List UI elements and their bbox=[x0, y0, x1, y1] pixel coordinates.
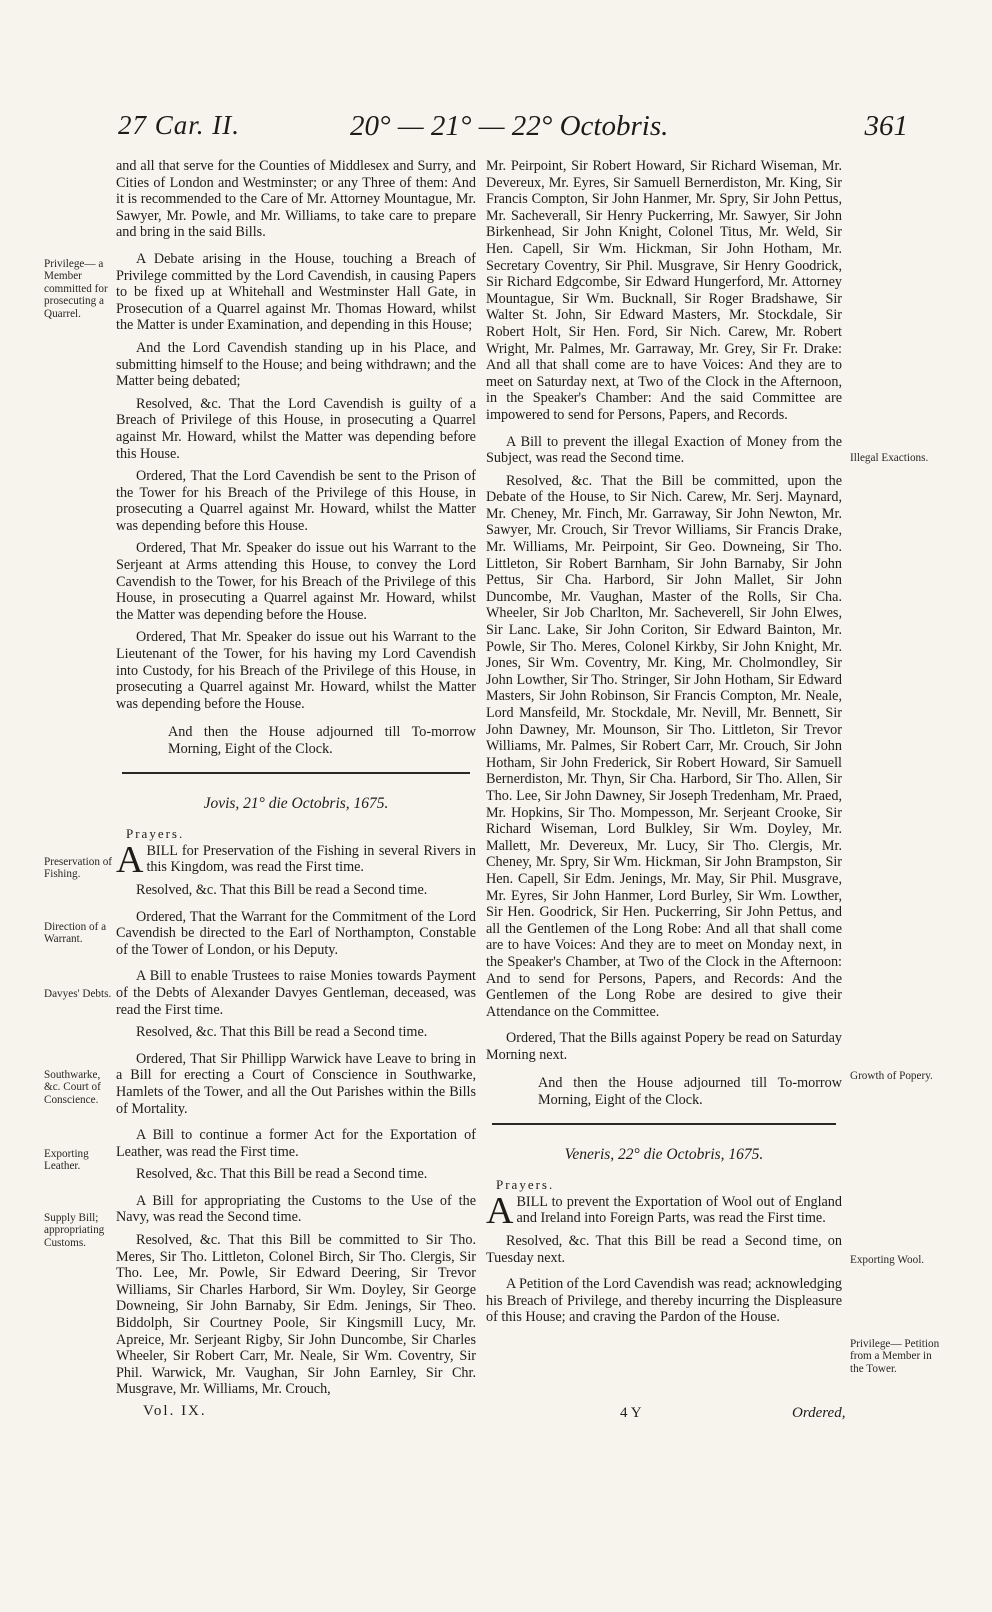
margin-note-exporting-wool: Exporting Wool. bbox=[850, 1254, 925, 1266]
leather-resolved-paragraph: Resolved, &c. That this Bill be read a Second time. bbox=[136, 1166, 428, 1183]
margin-note-privilege-prosecuting: Privilege— a Member committed for prosecuting a Quarrel. bbox=[44, 258, 108, 320]
davyes-bill-paragraph: A Bill to enable Trustees to raise Monies towards Payment of the Debts of Alexander Davyes Gentleman, deceased, was read the First time. bbox=[116, 968, 476, 1018]
committee-continued-paragraph: Mr. Peirpoint, Sir Robert Howard, Sir Richard Wiseman, Mr. Devereux, Mr. Eyres, Sir Samuell Bernerdiston, Mr. King, Sir Francis Compton, Sir John Hanmer, Mr. Spry, Sir John Pettus, Mr. Sacheverall, Sir Henry Puckerring, Mr. Sawyer, Sir John Birkenhead, Sir John Knight, Colonel Titus, Mr. Weld, Sir Hen. Capell, Sir Wm. Hickman, Sir John Hotham, Mr. Secretary Coventry, Sir Phil. Musgrave, Sir Henry Goodrick, Sir Richard Edgcombe, Sir Edward Hungerford, Mr. Attorney Mountague, Sir Wm. Bucknall, Sir Roger Bradshawe, Sir Walter St. John, Sir Edward Masters, Mr. Stockdale, Sir Robert Holt, Sir Hen. Ford, Sir Nich. Carew, Mr. Robert Wright, Mr. Palmes, Mr. Garraway, Mr. Grey, Sir Fr. Drake: And all that shall come are to have Voices: And they are to meet on Saturday next, at Two of the Clock in the Afternoon, in the Speaker's Chamber: And the said Committee are impowered to send for Persons, Papers, and Records. bbox=[486, 158, 842, 423]
customs-bill-paragraph: A Bill for appropriating the Customs to the Use of the Navy, was read the Second time. bbox=[116, 1192, 476, 1226]
customs-resolved-paragraph: Resolved, &c. That this Bill be committed to Sir Tho. Meres, Sir Tho. Littleton, Colonel Birch, Sir Tho. Clergis, Sir Tho. Lee, Mr. Powle, Sir Edward Deering, Sir Trevor Williams, Sir Charles Harbord, Sir Wm. Doyley, Sir George Downeing, Sir John Barnaby, Sir Edm. Jenings, Sir Theo. Biddolph, Sir Courtney Poole, Sir Kingsmill Lucy, Mr. Apreice, Mr. Serjeant Rigby, Sir John Duncombe, Sir Charles Wheeler, Sir Robert Carr, Mr. Neale, Sir Wm. Coventry, Sir Phil. Warwick, Mr. Vaughan, Sir John Earnley, Sir Chr. Musgrave, Mr. Williams, Mr. Crouch, bbox=[116, 1232, 476, 1398]
warrant-order-paragraph: Ordered, That the Warrant for the Commitment of the Lord Cavendish be directed to the Earl of Northampton, Constable of the Tower of London, or his Deputy. bbox=[116, 908, 476, 958]
catchword: Ordered, bbox=[792, 1405, 846, 1421]
popery-order-paragraph: Ordered, That the Bills against Popery be read on Saturday Morning next. bbox=[486, 1030, 842, 1063]
section-divider bbox=[122, 772, 470, 774]
fishing-bill-text: BILL for Preservation of the Fishing in several Rivers in this Kingdom, was read the First time. bbox=[146, 842, 476, 876]
section-divider-right bbox=[492, 1123, 836, 1125]
margin-note-direction-warrant: Direction of a Warrant. bbox=[44, 921, 107, 946]
left-column bbox=[116, 158, 476, 1404]
wool-bill-text: BILL to prevent the Exportation of Wool out of England and Ireland into Foreign Parts, was read the First time. bbox=[516, 1193, 842, 1227]
fishing-resolved-paragraph: Resolved, &c. That this Bill be read a Second time. bbox=[136, 881, 428, 898]
exaction-bill-paragraph: A Bill to prevent the illegal Exaction of Money from the Subject, was read the Second time. bbox=[486, 433, 842, 467]
standing-paragraph: And the Lord Cavendish standing up in his Place, and submitting himself to the House; and being withdrawn; and the Matter being debated; bbox=[116, 339, 476, 390]
drop-cap-right: A bbox=[486, 1189, 514, 1232]
margin-note-exporting-leather: Exporting Leather. bbox=[44, 1148, 89, 1173]
running-header bbox=[118, 110, 908, 150]
margin-note-privilege-petition: Privilege— Petition from a Member in the Tower. bbox=[850, 1338, 940, 1375]
page-number: 361 bbox=[864, 110, 908, 142]
wool-bill-paragraph bbox=[486, 1189, 842, 1232]
margin-note-preservation-fishing: Preservation of Fishing. bbox=[44, 856, 113, 881]
davyes-resolved-paragraph: Resolved, &c. That this Bill be read a Second time. bbox=[136, 1024, 428, 1041]
adjournment-paragraph: And then the House adjourned till To-morrow Morning, Eight of the Clock. bbox=[168, 724, 476, 757]
margin-note-southwarke-court: Southwarke, &c. Court of Conscience. bbox=[44, 1069, 101, 1106]
margin-note-growth-popery: Growth of Popery. bbox=[850, 1070, 933, 1082]
ordered-tower-paragraph: Ordered, That the Lord Cavendish be sent to the Prison of the Tower for his Breach of the Privilege of this House, in prosecuting a Quarrel against Mr. Howard, whilst the Matter was depending before this House. bbox=[116, 468, 476, 534]
day-heading-veneris: Veneris, 22° die Octobris, 1675. bbox=[564, 1145, 764, 1163]
prayers-heading-right: Prayers. bbox=[496, 1177, 555, 1193]
margin-note-supply-bill: Supply Bill; appropriating Customs. bbox=[44, 1212, 105, 1249]
ordered-warrant-lieutenant-paragraph: Ordered, That Mr. Speaker do issue out his Warrant to the Lieutenant of the Tower, for his having my Lord Cavendish into Custody, for his Breach of the Privilege of this House, in prosecuting a Quarrel against Mr. Howard, whilst the Matter was depending before the House. bbox=[116, 629, 476, 712]
header-regnal-year: 27 Car. II. bbox=[118, 110, 241, 140]
fishing-bill-paragraph bbox=[116, 838, 476, 881]
wool-resolved-paragraph: Resolved, &c. That this Bill be read a Second time, on Tuesday next. bbox=[486, 1233, 842, 1266]
prayers-heading: Prayers. bbox=[126, 826, 185, 842]
adjournment-paragraph-right: And then the House adjourned till To-morrow Morning, Eight of the Clock. bbox=[538, 1075, 842, 1109]
southwarke-order-paragraph: Ordered, That Sir Phillipp Warwick have Leave to bring in a Bill for erecting a Court of Conscience in Southwarke, Hamlets of the Tower, and all the Out Parishes within the Bills of Mortality. bbox=[116, 1050, 476, 1117]
drop-cap: A bbox=[116, 838, 144, 881]
header-dates: 20° — 21° — 22° Octobris. bbox=[350, 110, 669, 142]
signature-mark: 4 Y bbox=[620, 1405, 642, 1421]
day-heading-jovis: Jovis, 21° die Octobris, 1675. bbox=[203, 794, 389, 812]
petition-paragraph: A Petition of the Lord Cavendish was read; acknowledging his Breach of Privilege, and thereby incurring the Displeasure of this House; and craving the Pardon of the House. bbox=[486, 1276, 842, 1326]
exaction-resolved-paragraph: Resolved, &c. That the Bill be committed, upon the Debate of the House, to Sir Nich. Carew, Mr. Serj. Maynard, Mr. Cheney, Mr. Finch, Mr. Garraway, Sir John Newton, Mr. Sawyer, Mr. Crouch, Sir Trevor Williams, Sir Francis Drake, Mr. Williams, Mr. Peirpoint, Sir Geo. Downeing, Sir Tho. Littleton, Sir Robert Barnham, Sir John Barnaby, Sir John Pettus, Sir Cha. Harbord, Sir John Mallet, Sir John Duncombe, Mr. Vaughan, Master of the Rolls, Sir Cha. Wheeler, Sir Job Charlton, Mr. Sacheverell, Sir John Elwes, Sir Lanc. Lake, Sir John Coriton, Sir Edward Bainton, Mr. Powle, Sir Tho. Meres, Colonel Kirkby, Sir John Knight, Mr. Jones, Sir Wm. Coventry, Mr. King, Mr. Cholmondley, Sir John Lowther, Sir Tho. Stringer, Sir John Hotham, Sir Edward Masters, Sir John Robinson, Sir Francis Compton, Mr. Neale, Lord Mansfeild, Mr. Stockdale, Mr. Nevill, Mr. Bennett, Sir John Dawney, Mr. Mounson, Sir Tho. Littleton, Sir Trevor Williams, Mr. Palmes, Sir Robert Carr, Mr. Crouch, Sir John Hotham, Sir John Frederick, Sir Robert Howard, Sir Samuell Bernerdiston, Mr. Thyn, Sir Cha. Harbord, Sir Tho. Allen, Sir Tho. Lee, Sir John Dawney, Sir Joseph Tredenham, Mr. Praed, Mr. Hopkins, Sir Tho. Mompesson, Mr. Serjeant Crooke, Sir Richard Wiseman, Lord Bulkley, Sir Wm. Doyley, Mr. Mallett, Mr. Devereux, Mr. Lucy, Sir Tho. Clergis, Mr. Cheney, Mr. Spry, Sir Wm. Hickman, Sir John Brampston, Sir Hen. Capell, Sir Edm. Jenings, Mr. May, Sir Phil. Musgrave, Mr. Eyres, Sir John Hanmer, Lord Burley, Sir Wm. Lowther, Sir Hen. Goodrick, Sir Hen. Puckerring, Sir John Pettus, and all the Gentlemen of the Long Robe: And all that shall come are to have Voices: And they are to meet on Monday next, in the Speaker's Chamber, at Two of the Clock in the Afternoon: And to send for Persons, Papers, and Records: And the Gentlemen of the Long Robe are desired to give their Attendance on the Committee. bbox=[486, 472, 842, 1020]
debate-paragraph: A Debate arising in the House, touching a Breach of Privilege committed by the Lord Cavendish, in causing Papers to be fixed up at Whitehall and Westminster Hall Gate, in Prosecution of a Quarrel against Mr. Thomas Howard, whilst the Matter is under Examination, and depending in this House; bbox=[116, 250, 476, 334]
volume-footer: Vol. IX. bbox=[143, 1403, 207, 1419]
leather-bill-paragraph: A Bill to continue a former Act for the Exportation of Leather, was read the First time. bbox=[116, 1127, 476, 1160]
continuation-paragraph: and all that serve for the Counties of Middlesex and Surry, and Cities of London and Westminster; or any Three of them: And it is recommended to the Care of Mr. Attorney Mountague, Mr. Sawyer, Mr. Powle, and Mr. Williams, to take care to prepare and bring in the said Bills. bbox=[116, 158, 476, 241]
margin-note-davyes-debts: Davyes' Debts. bbox=[44, 988, 112, 1000]
right-column bbox=[486, 158, 842, 1332]
margin-note-illegal-exactions: Illegal Exactions. bbox=[850, 452, 929, 464]
ordered-warrant-serjeant-paragraph: Ordered, That Mr. Speaker do issue out his Warrant to the Serjeant at Arms attending this House, to convey the Lord Cavendish to the Tower, for his Breach of the Privilege of this House, in prosecuting a Quarrel against Mr. Howard, whilst the Matter was depending before the House. bbox=[116, 540, 476, 623]
resolved-guilty-paragraph: Resolved, &c. That the Lord Cavendish is guilty of a Breach of Privilege of this House, in prosecuting a Quarrel against Mr. Howard, whilst the Matter was depending before this House. bbox=[116, 395, 476, 462]
